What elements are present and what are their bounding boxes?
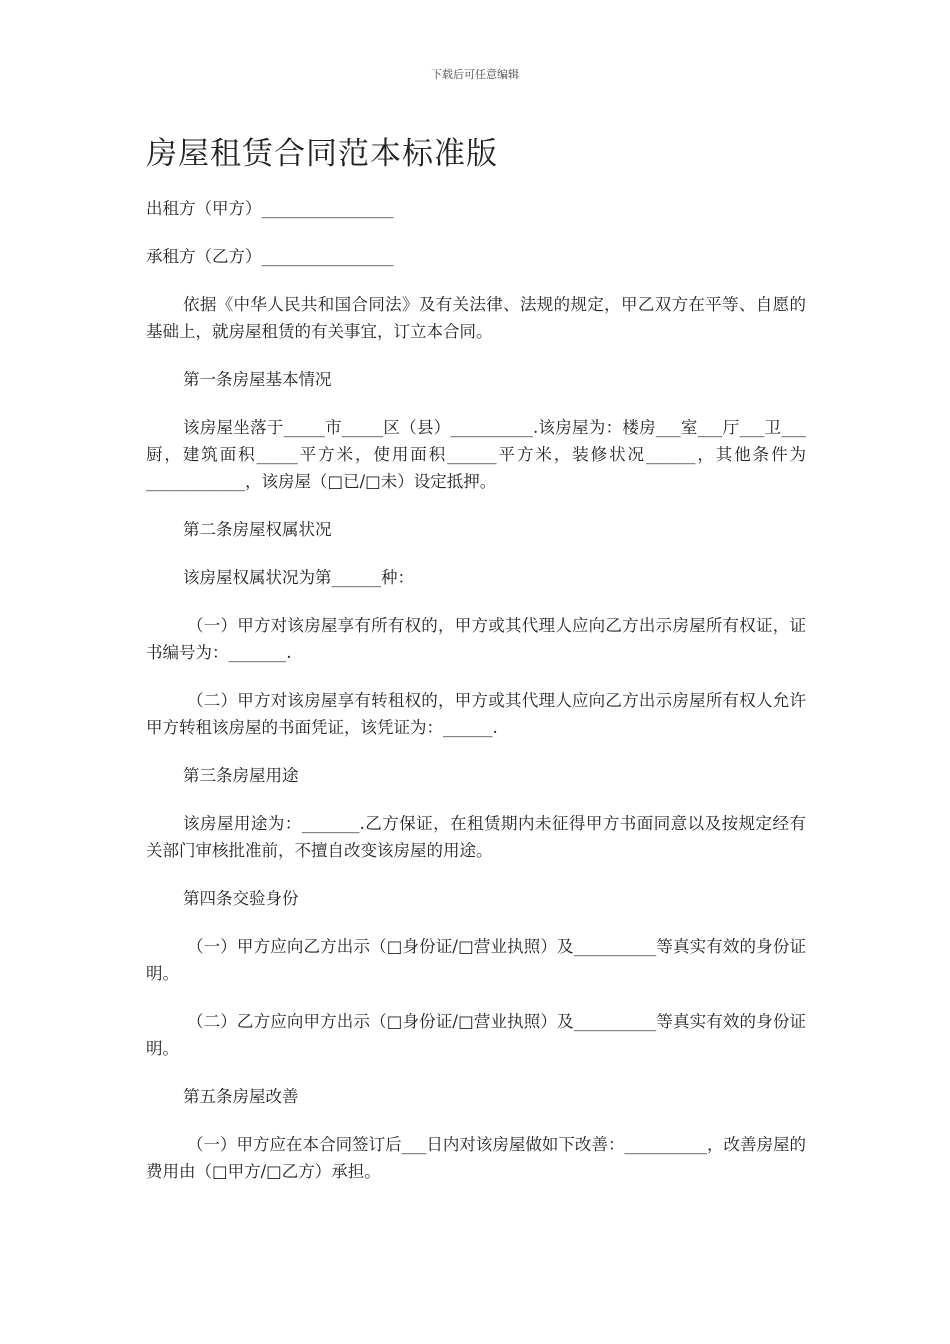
article-5-item-1: （一）甲方应在本合同签订后___日内对该房屋做如下改善：__________，改善房屋的费用由（□甲方/□乙方）承担。 [146,1135,806,1181]
preamble-paragraph: 依据《中华人民共和国合同法》及有关法律、法规的规定，甲乙双方在平等、自愿的基础上，就房屋租赁的有关事宜，订立本合同。 [146,295,806,341]
article-1-heading: 第一条房屋基本情况 [183,370,332,389]
document-body [146,195,806,1206]
article-5-heading: 第五条房屋改善 [183,1087,299,1106]
article-3-heading: 第三条房屋用途 [183,766,299,785]
article-4-heading: 第四条交验身份 [183,889,299,908]
article-3-body: 该房屋用途为：_______.乙方保证，在租赁期内未征得甲方书面同意以及按规定经有关部门审核批准前，不擅自改变该房屋的用途。 [146,814,806,860]
article-2-item-2: （二）甲方对该房屋享有转租权的，甲方或其代理人应向乙方出示房屋所有权人允许甲方转租该房屋的书面凭证，该凭证为：______. [146,691,806,737]
lessor-line: 出租方（甲方）________________ [146,199,394,218]
article-4-item-1: （一）甲方应向乙方出示（□身份证/□营业执照）及__________等真实有效的身份证明。 [146,937,806,983]
article-2-heading: 第二条房屋权属状况 [183,520,332,539]
article-2-intro: 该房屋权属状况为第______种： [183,568,414,587]
lessee-line: 承租方（乙方）________________ [146,247,394,266]
header-note: 下载后可任意编辑 [431,68,519,81]
document-title: 房屋租赁合同范本标准版 [146,136,498,172]
article-1-body: 该房屋坐落于_____市_____区（县）__________.该房屋为：楼房___室___厅___卫___厨，建筑面积_____平方米，使用面积______平方米，装修状况______，其他条件为____________，该房屋（□已/□未）设定抵押。 [146,418,806,491]
article-2-item-1: （一）甲方对该房屋享有所有权的，甲方或其代理人应向乙方出示房屋所有权证，证书编号为：_______. [146,616,806,662]
article-4-item-2: （二）乙方应向甲方出示（□身份证/□营业执照）及__________等真实有效的身份证明。 [146,1012,806,1058]
